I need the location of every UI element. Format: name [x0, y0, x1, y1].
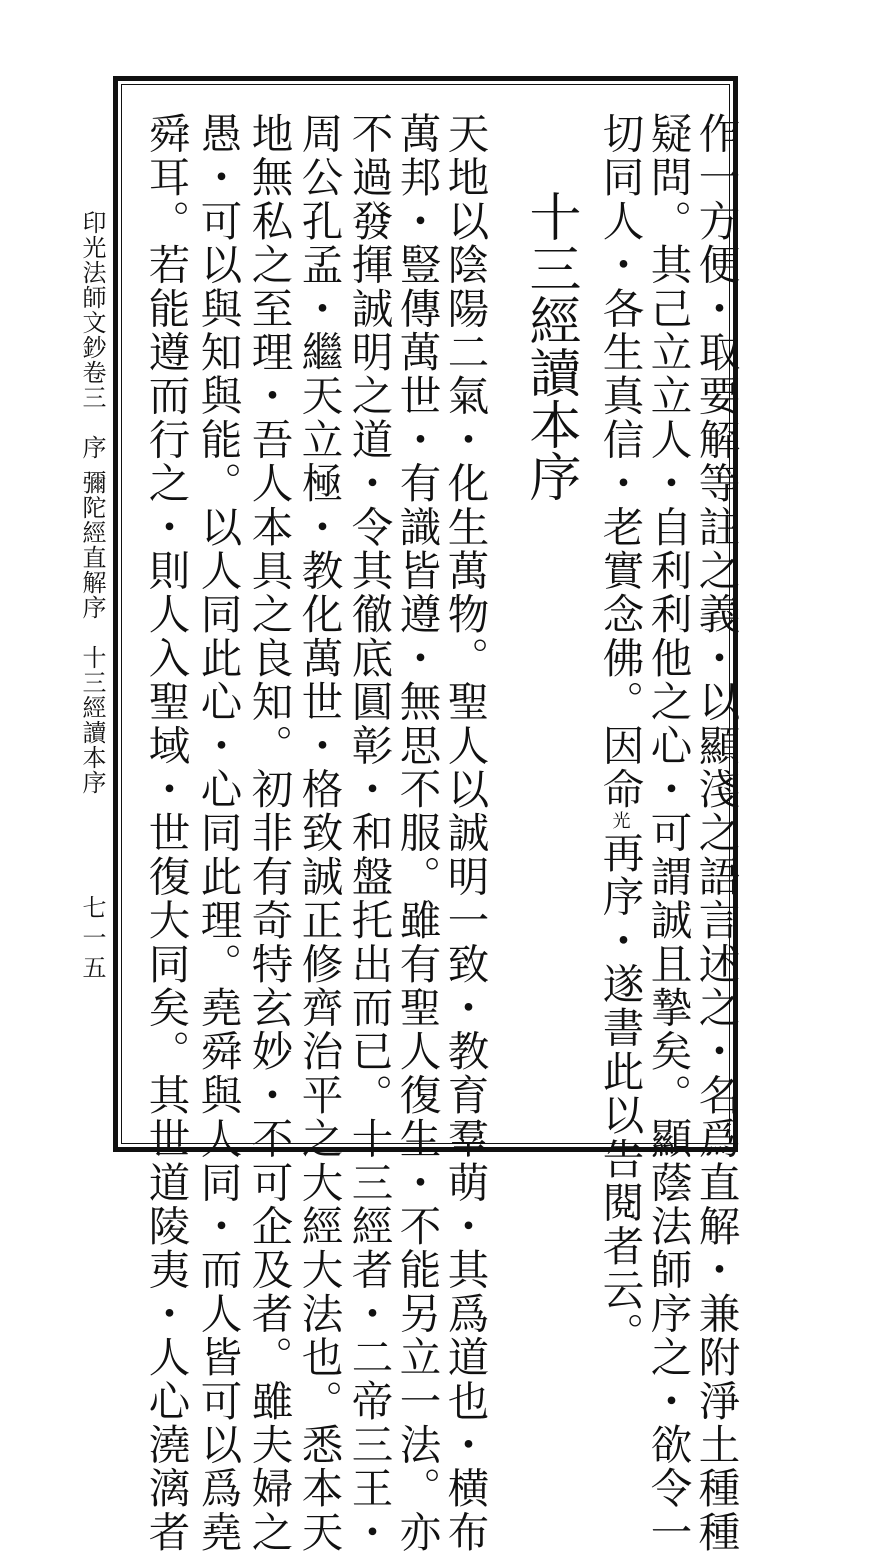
body-line-2: 萬邦・豎傳萬世・有識皆遵・無思不服。雖有聖人復生・不能另立一法。亦 — [392, 112, 442, 1554]
body-line-1: 天地以陰陽二氣・化生萬物。聖人以誠明一致・教育羣萌・其爲道也・横布 — [440, 112, 490, 1554]
body-line-4: 周公孔孟・繼天立極・教化萬世・格致誠正修齊治平之大經大法也。悉本天 — [294, 112, 344, 1554]
body-line-5: 地無私之至理・吾人本具之良知。初非有奇特玄妙・不可企及者。雖夫婦之 — [244, 112, 294, 1554]
preface-line-3-end: 再序・遂書此以告閱者云。 — [595, 831, 645, 1356]
running-head-section: 彌陀經直解序 十三經讀本序 — [78, 470, 106, 795]
body-line-6: 愚・可以與知與能。以人同此心・心同此理。堯舜與人同・而人皆可以爲堯 — [193, 112, 243, 1554]
body-line-7: 舜耳。若能遵而行之・則人入聖域・世復大同矣。其世道陵夷・人心澆漓者 — [141, 112, 191, 1554]
preface-line-1: 作一方便・取要解等註之義・以顯淺之語言述之・名爲直解・兼附淨土種種 — [691, 112, 741, 1554]
running-head-volume: 印光法師文鈔卷三 序 — [78, 210, 106, 460]
section-title: 十三經讀本序 — [520, 190, 580, 502]
preface-line-2: 疑問。其己立立人・自利利他之心・可謂誠且摯矣。顯蔭法師序之・欲令一 — [643, 112, 693, 1554]
body-line-3: 不過發揮誠明之道・令其徹底圓彰・和盤托出而已。十三經者・二帝三王・ — [344, 112, 394, 1554]
preface-line-3-start: 切同人・各生真信・老實念佛。因命 — [595, 112, 645, 812]
preface-line-3 — [595, 112, 645, 1356]
page-number: 七一五 — [78, 895, 106, 985]
author-self-reference: 光 — [609, 811, 631, 832]
